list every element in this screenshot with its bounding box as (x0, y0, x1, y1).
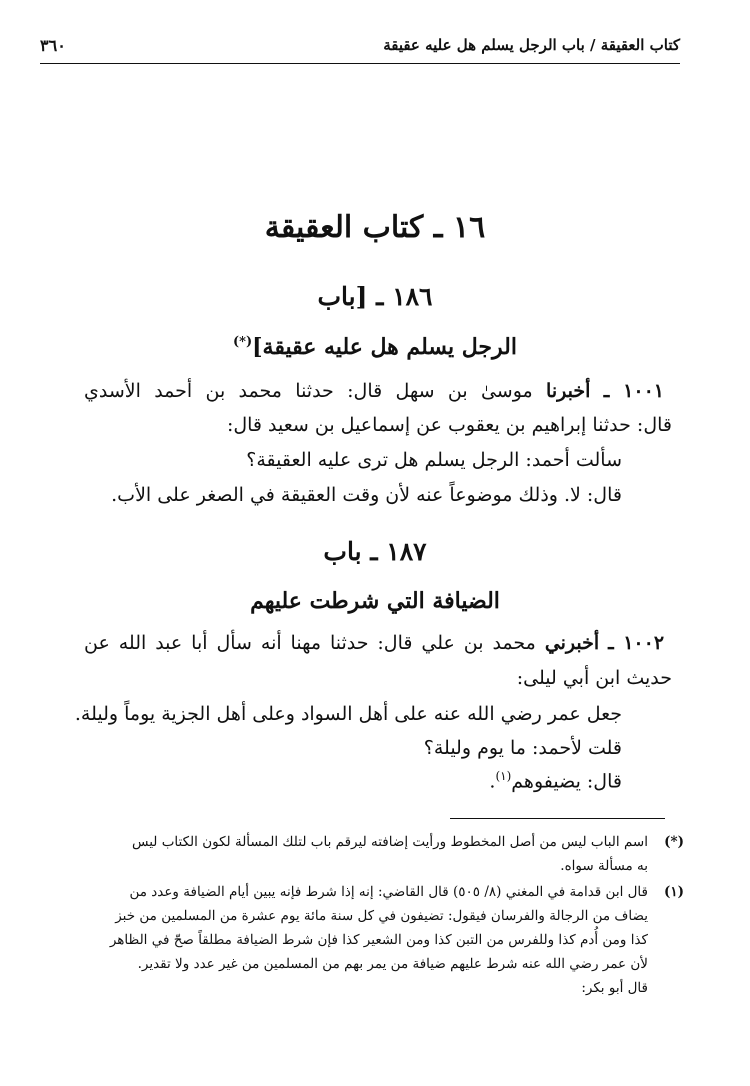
footnote-star-line-1: اسم الباب ليس من أصل المخطوط ورأيت إضافته ليرقم باب لتلك المسألة لكون الكتاب ليس (132, 834, 648, 850)
chapter-186-footnote-mark: (*) (233, 334, 253, 350)
hadith-1001-line-2: قال: حدثنا إبراهيم بن يعقوب عن إسماعيل بن سعيد قال: (226, 414, 672, 436)
hadith-1001-line-3: سألت أحمد: الرجل يسلم هل ترى عليه العقيقة؟ (246, 449, 622, 471)
hadith-1002-line-1-text: محمد بن علي قال: حدثنا مهنا أنه سأل أبا عبد الله عن (84, 632, 536, 654)
footnote-star-mark: (*) (664, 834, 684, 850)
hadith-1001-line-1-text: موسىٰ بن سهل قال: حدثنا محمد بن أحمد الأسدي (84, 380, 533, 402)
hadith-1002-line-3: جعل عمر رضي الله عنه على أهل السواد وعلى أهل الجزية يوماً وليلة. (74, 703, 622, 725)
footnote-1-line-4: لأن عمر رضي الله عنه شرط عليهم ضيافة من يمر بهم من المسلمين من غير عدد ولا تقدير. (137, 956, 648, 972)
running-header (40, 36, 680, 64)
footnote-1-line-5: قال أبو بكر: (581, 980, 648, 996)
hadith-1002-line-4: قلت لأحمد: ما يوم وليلة؟ (423, 737, 622, 759)
hadith-1001-line-4: قال: لا. وذلك موضوعاً عنه لأن وقت العقيقة في الصغر على الأب. (111, 484, 622, 506)
chapter-187-heading: ١٨٧ ـ باب (323, 537, 427, 566)
footnote-1-line-2: يضاف من الرجالة والفرسان فيقول: تضيفون في كل سنة مائة يوم عشرة من المسلمين من خبز (115, 908, 648, 924)
hadith-1001-number: ١٠٠١ ـ (603, 380, 664, 402)
hadith-1001-line-1 (84, 380, 664, 402)
hadith-1002-line-5-end: . (489, 770, 496, 793)
hadith-1002-line-5 (489, 769, 622, 792)
footnote-1-line-1: قال ابن قدامة في المغني (٨/ ٥٠٥) قال القاضي: إنه إذا شرط فإنه يبين أيام الضيافة وعدد من (129, 884, 648, 900)
chapter-187-title: الضيافة التي شرطت عليهم (250, 588, 500, 614)
header-rule (40, 63, 680, 64)
hadith-1002-line-2: حديث ابن أبي ليلى: (516, 667, 672, 689)
page-number: ٣٦٠ (40, 36, 66, 55)
book-heading: ١٦ ـ كتاب العقيقة (264, 210, 486, 245)
hadith-1002-number: ١٠٠٢ ـ (608, 632, 665, 654)
chapter-186-title (0, 334, 750, 360)
footnote-star-line-2: به مسألة سواه. (560, 858, 648, 874)
chapter-186-heading: ١٨٦ ـ [باب (317, 282, 433, 311)
hadith-1002-footnote-mark: (١) (495, 769, 512, 783)
running-title: كتاب العقيقة / باب الرجل يسلم هل عليه عقيقة (383, 36, 680, 54)
footnote-separator (450, 818, 665, 819)
hadith-1002-line-5-text: قال: يضيفوهم (511, 770, 622, 793)
footnote-1-line-3: كذا ومن أُدم كذا وللفرس من التبن كذا ومن الشعير كذا فإن شرط الضيافة مطلقاً صحّ في الظاهر (109, 932, 648, 948)
hadith-1001-keyword: أخبرنا (546, 380, 591, 402)
chapter-186-title-text: الرجل يسلم هل عليه عقيقة] (252, 334, 517, 360)
footnote-1-mark: (١) (663, 884, 684, 900)
hadith-1002-line-1 (84, 632, 664, 654)
hadith-1002-keyword: أخبرني (544, 632, 600, 654)
